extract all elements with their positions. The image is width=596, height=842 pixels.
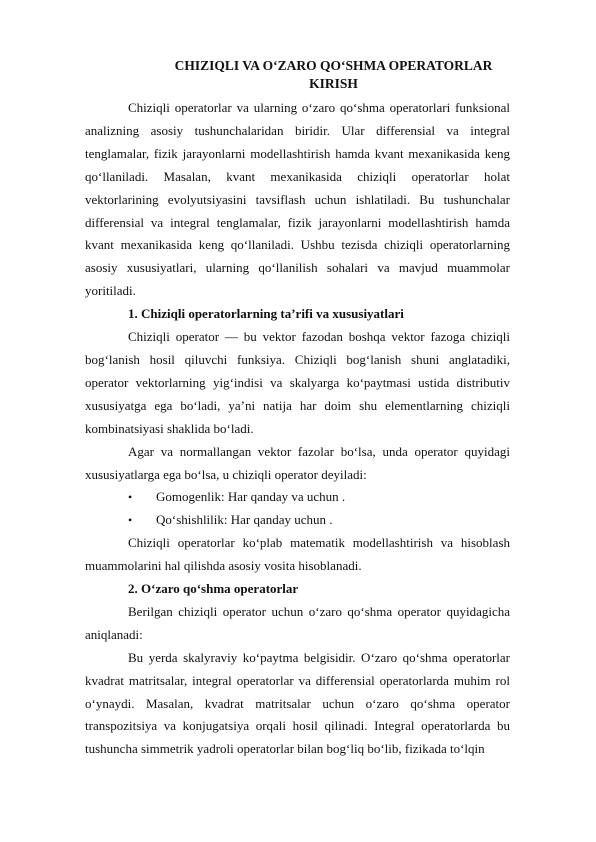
section-2-heading: 2. O‘zaro qo‘shma operatorlar: [128, 581, 299, 597]
section-2-paragraph-1: Berilgan chiziqli operator uchun o‘zaro qo‘shma operator quyidagicha aniqlanadi:: [85, 603, 510, 642]
section-2-paragraph-2: Bu yerda skalyraviy ko‘paytma belgisidir. O‘zaro qo‘shma operatorlar kvadrat matritsalar, integral operatorlar va differensial operatorlarda muhim rol o‘ynaydi. Masalan, kvadrat matritsalar uchun o‘zaro qo‘shma operator transpozitsiya va konjugatsiya orqali hosil qilinadi. Integral operatorlarda bu tushuncha simmetrik yadroli operatorlar bilan bog‘liq bo‘lib, fizikada to‘lqin: [85, 649, 510, 757]
intro-paragraph: Chiziqli operatorlar va ularning o‘zaro qo‘shma operatorlari funksional analizning asosiy tushunchalaridan biridir. Ular differensial va integral tenglamalar, fizik jarayonlarni modellashtirish hamda kvant mexanikasida keng qo‘llaniladi. Masalan, kvant mexanikasida chiziqli operatorlar holat vektorlarining evolyutsiyasini tavsiflash uchun ishlatiladi. Bu tushunchalar differensial va integral tenglamalar, fizik jarayonlarni modellashtirish hamda kvant mexanikasida keng qo‘llaniladi. Ushbu tezisda chiziqli operatorlarning asosiy xususiyatlari, ularning qo‘llanilish sohalari va mavjud muammolar yoritiladi.: [85, 100, 510, 299]
document-title: CHIZIQLI VA O‘ZARO QO‘SHMA OPERATORLAR: [174, 58, 493, 73]
section-1-paragraph-1: Chiziqli operator — bu vektor fazodan boshqa vektor fazoga chiziqli bog‘lanish hosil qiluvchi funksiya. Chiziqli bog‘lanish shuni anglatadiki, operator vektorlarning yig‘indisi va skalyarga ko‘paytmasi ustida distributiv xususiyatga ega bo‘ladi, ya’ni natija har doim shu elementlarning chiziqli kombinatsiyasi shaklida bo‘ladi.: [85, 329, 510, 436]
list-item: [85, 486, 510, 509]
document-body: [85, 57, 510, 761]
bullet-icon: •: [128, 490, 133, 505]
list-item-text: Gomogenlik: Har qanday va uchun .: [156, 489, 346, 505]
section-1-heading: 1. Chiziqli operatorlarning ta’rifi va xususiyatlari: [128, 306, 404, 322]
list-item-text: Qo‘shishlilik: Har qanday uchun .: [156, 512, 333, 528]
property-list: [85, 486, 510, 532]
section-1-paragraph-2: Agar va normallangan vektor fazolar bo‘lsa, unda operator quyidagi xususiyatlarga ega bo‘lsa, u chiziqli operator deyiladi:: [85, 443, 510, 482]
bullet-icon: •: [128, 513, 133, 528]
section-title-kirish: KIRISH: [309, 76, 358, 91]
list-item: [85, 509, 510, 532]
section-1-paragraph-3: Chiziqli operatorlar ko‘plab matematik modellashtirish va hisoblash muammolarini hal qilishda asosiy vosita hisoblanadi.: [85, 535, 510, 574]
